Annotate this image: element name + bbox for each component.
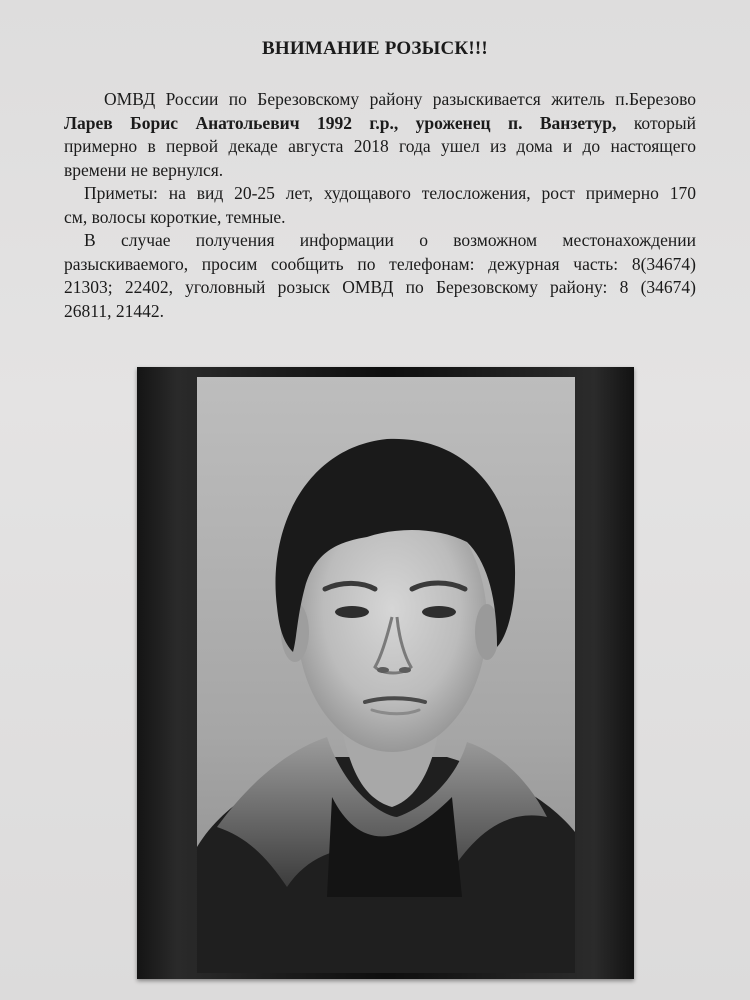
missing-person-name: Ларев Борис Анатольевич 1992 г.р., уроженец п. Ванзетур, [64, 112, 617, 133]
paragraph-description [64, 88, 696, 182]
photo-mat [197, 377, 575, 973]
paragraph1-line3: примерно в первой декаде августа 2018 года ушел из дома и до настоящего [64, 136, 696, 156]
paragraph2-line1: Приметы: на вид 20-25 лет, худощавого телосложения, рост примерно 170 [84, 183, 696, 203]
paragraph3-line1: В случае получения информации о возможном местонахождении [84, 230, 696, 250]
paragraph3-line2: разыскиваемого, просим сообщить по телефонам: дежурная часть: 8(34674) [64, 253, 696, 274]
paragraph1-line4: времени не вернулся. [64, 159, 224, 180]
paragraph3-line4: 26811, 21442. [64, 300, 164, 321]
paragraph1-line2-rest: который [616, 112, 696, 133]
paragraph-features [64, 182, 696, 229]
left-eye-shape [335, 606, 369, 618]
left-nostril-shape [377, 667, 389, 673]
paragraph2-line2: см, волосы короткие, темные. [64, 206, 286, 227]
paragraph-contacts [64, 229, 696, 323]
notice-title: ВНИМАНИЕ РОЗЫСК!!! [262, 38, 488, 59]
paragraph1-line2 [64, 112, 696, 136]
right-nostril-shape [399, 667, 411, 673]
missing-person-photo [197, 377, 575, 973]
paragraph1-line1: ОМВД России по Березовскому району разыскивается житель п.Березово [104, 89, 696, 109]
right-eye-shape [422, 606, 456, 618]
notice-body [64, 88, 696, 323]
paragraph3-line3: 21303; 22402, уголовный розыск ОМВД по Березовскому району: 8 (34674) [64, 277, 696, 297]
photo-frame [137, 367, 634, 979]
